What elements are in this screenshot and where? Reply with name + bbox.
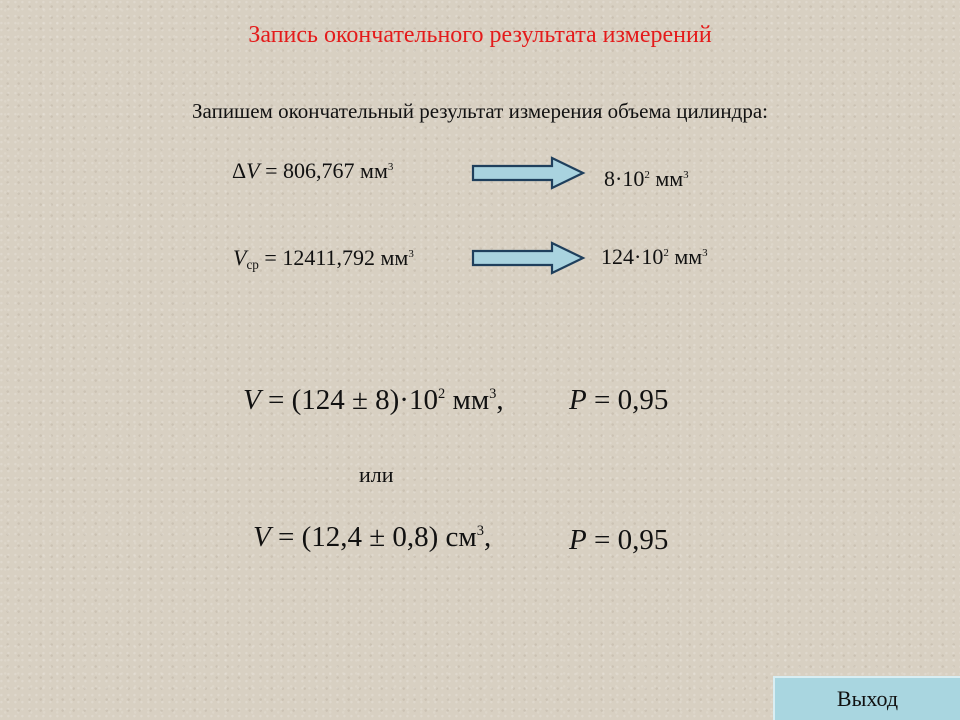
v-mean-formula: $V_{ср} = 12411,792$ $мм^3$	[233, 245, 414, 272]
arrow-right-icon	[470, 241, 586, 275]
exponent: 3	[387, 160, 394, 173]
or-text: или	[359, 462, 394, 487]
v-mean-value: = 12411,792 мм	[264, 245, 409, 270]
final-result-mm: $V = (124 \pm 8)\cdot 10^2$ $мм^3$,	[243, 384, 504, 416]
probability-1: P = 0,95	[569, 384, 669, 416]
delta-symbol: Δ	[232, 158, 247, 183]
final-result-cm: V = (12,4 ± 0,8) $см^3$,	[253, 521, 492, 553]
intro-text: Запишем окончательный результат измерения объема цилиндра:	[192, 99, 768, 123]
delta-v-formula	[232, 158, 393, 184]
arrow-right-icon	[470, 156, 586, 190]
var-v: V	[246, 158, 260, 183]
subscript-sr: ср	[246, 256, 259, 272]
v-mean-rounded: $124\cdot 10^2$ $мм^3$	[601, 244, 708, 269]
delta-v-rounded: $8\cdot 10^2$ $мм^3$	[604, 166, 689, 191]
delta-v-value: = 806,767 мм	[265, 158, 388, 183]
slide-title: Запись окончательного результата измерений	[248, 22, 712, 48]
probability-2: P = 0,95	[569, 524, 669, 556]
var-v: V	[233, 245, 247, 270]
exit-button[interactable]: Выход	[773, 676, 960, 720]
